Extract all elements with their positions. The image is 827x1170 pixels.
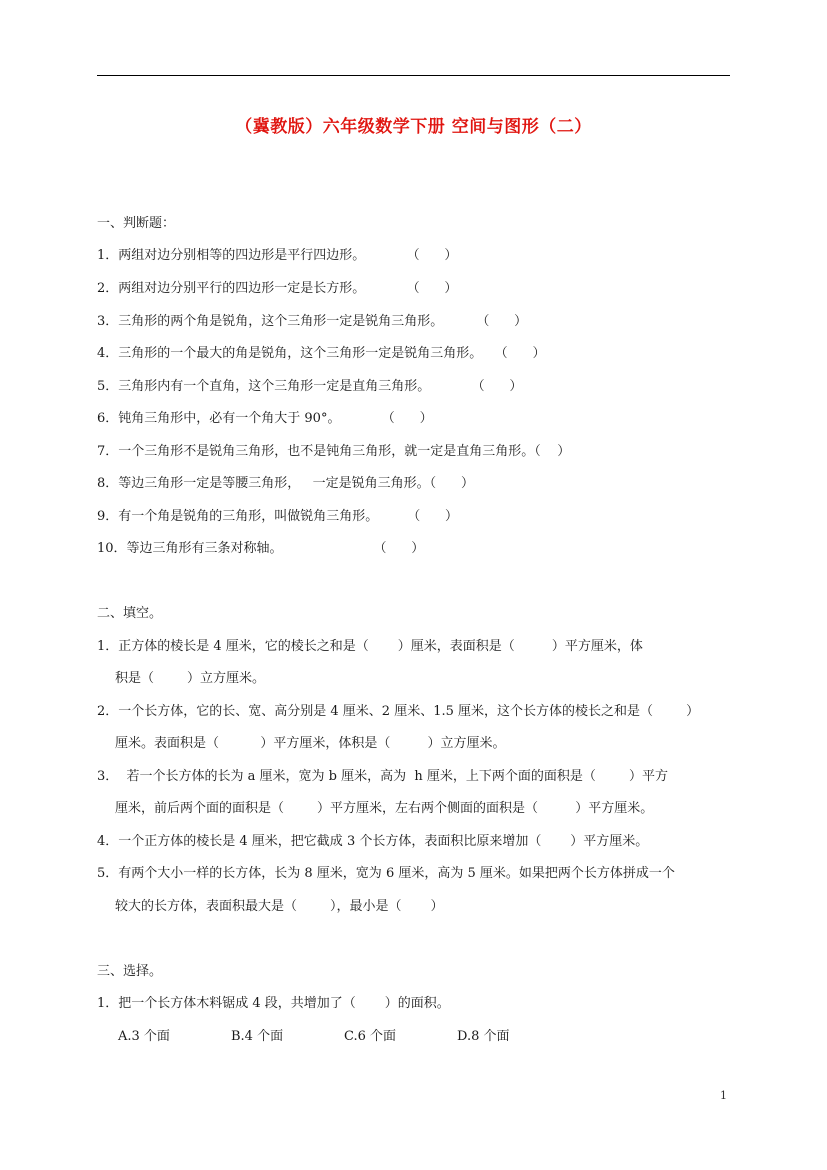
judgement-item-5: 5．三角形内有一个直角，这个三角形一定是直角三角形。 （ ） [97,379,523,394]
choice-option-b: B.4 个面 [231,1029,284,1044]
section-heading-choice: 三、选择。 [97,964,163,979]
choice-question-1: 1．把一个长方体木料锯成 4 段，共增加了（ ）的面积。 [97,996,450,1011]
fill-item-1-line-2: 积是（ ）立方厘米。 [115,671,266,686]
judgement-item-4: 4．三角形的一个最大的角是锐角，这个三角形一定是锐角三角形。 （ ） [97,346,546,361]
judgement-item-2: 2．两组对边分别平行的四边形一定是长方形。 （ ） [97,281,458,296]
fill-item-2-line-2: 厘米。表面积是（ ）平方厘米，体积是（ ）立方厘米。 [115,736,506,751]
page-number: 1 [720,1089,727,1102]
choice-option-c: C.6 个面 [344,1029,397,1044]
choice-option-d: D.8 个面 [457,1029,510,1044]
judgement-item-10: 10．等边三角形有三条对称轴。 （ ） [97,541,425,556]
header-rule [97,75,730,76]
section-heading-judgement: 一、判断题： [97,216,176,231]
judgement-item-6: 6．钝角三角形中，必有一个角大于 90°。 （ ） [97,411,433,426]
fill-item-5-line-1: 5．有两个大小一样的长方体，长为 8 厘米，宽为 6 厘米，高为 5 厘米。如果把两个长方体拼成一个 [97,866,675,881]
judgement-item-9: 9．有一个角是锐角的三角形，叫做锐角三角形。 （ ） [97,509,458,524]
fill-item-3-line-1: 3． 若一个长方体的长为 a 厘米，宽为 b 厘米，高为 h 厘米，上下两个面的面积是（ ）平方 [97,769,668,784]
fill-item-1-line-1: 1．正方体的棱长是 4 厘米，它的棱长之和是（ ）厘米，表面积是（ ）平方厘米，体 [97,639,643,654]
fill-item-3-line-2: 厘米，前后两个面的面积是（ ）平方厘米，左右两个侧面的面积是（ ）平方厘米。 [115,801,654,816]
judgement-item-3: 3．三角形的两个角是锐角，这个三角形一定是锐角三角形。 （ ） [97,314,528,329]
judgement-item-1: 1．两组对边分别相等的四边形是平行四边形。 （ ） [97,248,458,263]
choice-option-a: A.3 个面 [118,1029,170,1044]
judgement-item-8: 8．等边三角形一定是等腰三角形， 一定是锐角三角形。（ ） [97,476,474,491]
fill-item-2-line-1: 2．一个长方体，它的长、宽、高分别是 4 厘米、2 厘米、1.5 厘米，这个长方体的棱长之和是（ ） [97,704,700,719]
section-heading-fill: 二、填空。 [97,606,163,621]
fill-item-5-line-2: 较大的长方体，表面积最大是（ ），最小是（ ） [115,899,444,914]
fill-item-4: 4．一个正方体的棱长是 4 厘米，把它截成 3 个长方体，表面积比原来增加（ ）平方厘米。 [97,834,649,849]
page-title: （冀教版）六年级数学下册 空间与图形（二） [235,117,592,137]
judgement-item-7: 7．一个三角形不是锐角三角形，也不是钝角三角形，就一定是直角三角形。（ ） [97,444,571,459]
